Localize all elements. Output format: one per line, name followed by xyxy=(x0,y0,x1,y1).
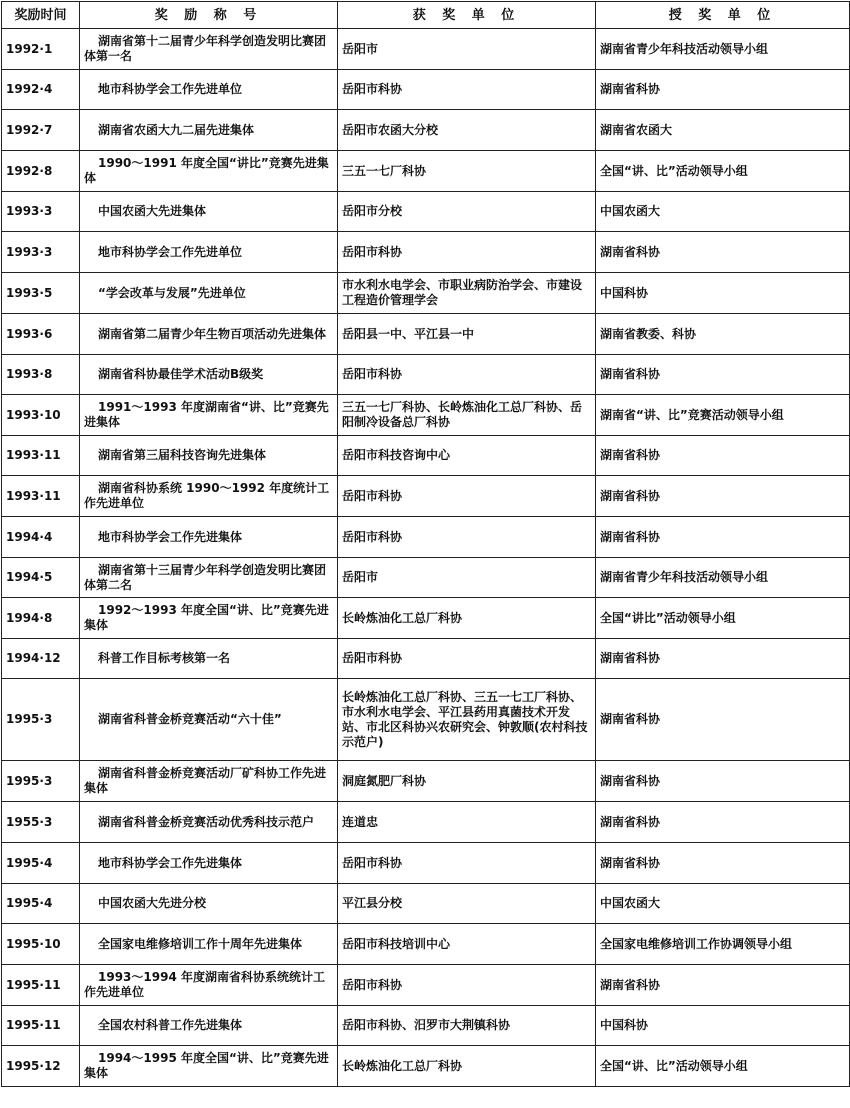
awards-table xyxy=(1,1,850,1087)
cell-time: 1993·10 xyxy=(2,395,80,436)
cell-winner: 三五一七厂科协 xyxy=(338,151,596,192)
cell-title: 地市科协学会工作先进单位 xyxy=(80,70,338,110)
cell-grantor: 湖南省科协 xyxy=(596,355,850,395)
cell-winner: 岳阳市 xyxy=(338,29,596,70)
cell-title: 湖南省第二届青少年生物百项活动先进集体 xyxy=(80,314,338,355)
cell-time: 1995·3 xyxy=(2,761,80,802)
cell-winner: 长岭炼油化工总厂科协、三五一七工厂科协、市水利水电学会、平江县药用真菌技术开发站、市北区科协兴农研究会、钟敦顺(农村科技示范户) xyxy=(338,679,596,761)
cell-title: 全国农村科普工作先进集体 xyxy=(80,1006,338,1046)
cell-grantor: 湖南省科协 xyxy=(596,70,850,110)
table-body xyxy=(2,29,850,1087)
header-row xyxy=(2,2,850,29)
cell-grantor: 湖南省科协 xyxy=(596,802,850,843)
cell-grantor: 湖南省科协 xyxy=(596,476,850,517)
cell-title: 湖南省科普金桥竞赛活动“六十佳” xyxy=(80,679,338,761)
header-title: 奖 励 称 号 xyxy=(80,2,338,29)
cell-title: 1990～1991 年度全国“讲比”竞赛先进集体 xyxy=(80,151,338,192)
cell-time: 1993·3 xyxy=(2,232,80,273)
cell-grantor: 中国科协 xyxy=(596,273,850,314)
cell-winner: 岳阳市科协 xyxy=(338,232,596,273)
cell-grantor: 湖南省科协 xyxy=(596,965,850,1006)
table-row xyxy=(2,639,850,679)
cell-time: 1995·4 xyxy=(2,843,80,884)
cell-winner: 岳阳市科协 xyxy=(338,476,596,517)
cell-time: 1992·1 xyxy=(2,29,80,70)
cell-title: 1991～1993 年度湖南省“讲、比”竞赛先进集体 xyxy=(80,395,338,436)
table-row xyxy=(2,70,850,110)
cell-time: 1993·8 xyxy=(2,355,80,395)
header-time: 奖励时间 xyxy=(2,2,80,29)
table-row xyxy=(2,273,850,314)
table-row xyxy=(2,965,850,1006)
table-row xyxy=(2,314,850,355)
cell-title: 湖南省科协系统 1990～1992 年度统计工作先进单位 xyxy=(80,476,338,517)
table-row xyxy=(2,843,850,884)
cell-winner: 岳阳市科协 xyxy=(338,639,596,679)
cell-time: 1994·5 xyxy=(2,558,80,598)
cell-time: 1994·12 xyxy=(2,639,80,679)
cell-title: 1992～1993 年度全国“讲、比”竞赛先进集体 xyxy=(80,598,338,639)
cell-grantor: 湖南省科协 xyxy=(596,232,850,273)
cell-winner: 岳阳市科协 xyxy=(338,355,596,395)
cell-title: 湖南省农函大九二届先进集体 xyxy=(80,110,338,151)
table-row xyxy=(2,151,850,192)
table-row xyxy=(2,558,850,598)
cell-winner: 连道忠 xyxy=(338,802,596,843)
table-row xyxy=(2,1046,850,1087)
cell-grantor: 湖南省“讲、比”竞赛活动领导小组 xyxy=(596,395,850,436)
table-row xyxy=(2,192,850,232)
cell-winner: 长岭炼油化工总厂科协 xyxy=(338,598,596,639)
cell-time: 1995·3 xyxy=(2,679,80,761)
table-row xyxy=(2,1006,850,1046)
table-row xyxy=(2,232,850,273)
cell-winner: 岳阳市 xyxy=(338,558,596,598)
cell-grantor: 全国“讲比”活动领导小组 xyxy=(596,598,850,639)
cell-grantor: 中国农函大 xyxy=(596,884,850,924)
cell-winner: 岳阳市科技培训中心 xyxy=(338,924,596,965)
table-row xyxy=(2,476,850,517)
cell-winner: 三五一七厂科协、长岭炼油化工总厂科协、岳阳制冷设备总厂科协 xyxy=(338,395,596,436)
header-winner: 获 奖 单 位 xyxy=(338,2,596,29)
cell-grantor: 湖南省教委、科协 xyxy=(596,314,850,355)
cell-title: 地市科协学会工作先进单位 xyxy=(80,232,338,273)
table-row xyxy=(2,395,850,436)
cell-title: 湖南省第三届科技咨询先进集体 xyxy=(80,436,338,476)
cell-winner: 岳阳市科协 xyxy=(338,517,596,558)
cell-grantor: 全国家电维修培训工作协调领导小组 xyxy=(596,924,850,965)
cell-winner: 岳阳市科协、汨罗市大荆镇科协 xyxy=(338,1006,596,1046)
cell-grantor: 全国“讲、比”活动领导小组 xyxy=(596,151,850,192)
table-row xyxy=(2,436,850,476)
cell-grantor: 湖南省科协 xyxy=(596,517,850,558)
cell-title: 中国农函大先进分校 xyxy=(80,884,338,924)
table-row xyxy=(2,884,850,924)
cell-winner: 岳阳市科技咨询中心 xyxy=(338,436,596,476)
cell-winner: 平江县分校 xyxy=(338,884,596,924)
cell-time: 1995·4 xyxy=(2,884,80,924)
cell-title: 湖南省科普金桥竞赛活动优秀科技示范户 xyxy=(80,802,338,843)
cell-title: 1994～1995 年度全国“讲、比”竞赛先进集体 xyxy=(80,1046,338,1087)
cell-time: 1995·11 xyxy=(2,1006,80,1046)
cell-grantor: 湖南省科协 xyxy=(596,436,850,476)
cell-time: 1993·11 xyxy=(2,476,80,517)
cell-title: 地市科协学会工作先进集体 xyxy=(80,517,338,558)
cell-winner: 岳阳市科协 xyxy=(338,843,596,884)
table-row xyxy=(2,924,850,965)
cell-grantor: 湖南省科协 xyxy=(596,679,850,761)
cell-grantor: 湖南省科协 xyxy=(596,843,850,884)
cell-winner: 岳阳市农函大分校 xyxy=(338,110,596,151)
table-row xyxy=(2,29,850,70)
cell-time: 1995·12 xyxy=(2,1046,80,1087)
cell-title: 湖南省科普金桥竞赛活动厂矿科协工作先进集体 xyxy=(80,761,338,802)
table-row xyxy=(2,802,850,843)
cell-winner: 市水利水电学会、市职业病防治学会、市建设工程造价管理学会 xyxy=(338,273,596,314)
cell-title: 全国家电维修培训工作十周年先进集体 xyxy=(80,924,338,965)
cell-title: 湖南省第十三届青少年科学创造发明比赛团体第二名 xyxy=(80,558,338,598)
cell-title: 地市科协学会工作先进集体 xyxy=(80,843,338,884)
cell-winner: 岳阳市科协 xyxy=(338,965,596,1006)
cell-time: 1993·6 xyxy=(2,314,80,355)
cell-time: 1994·8 xyxy=(2,598,80,639)
cell-grantor: 湖南省农函大 xyxy=(596,110,850,151)
table-row xyxy=(2,679,850,761)
table-row xyxy=(2,110,850,151)
cell-time: 1992·8 xyxy=(2,151,80,192)
cell-winner: 岳阳市分校 xyxy=(338,192,596,232)
cell-grantor: 湖南省科协 xyxy=(596,761,850,802)
cell-grantor: 湖南省科协 xyxy=(596,639,850,679)
table-row xyxy=(2,517,850,558)
cell-time: 1992·7 xyxy=(2,110,80,151)
cell-grantor: 中国农函大 xyxy=(596,192,850,232)
cell-grantor: 湖南省青少年科技活动领导小组 xyxy=(596,558,850,598)
cell-title: 科普工作目标考核第一名 xyxy=(80,639,338,679)
cell-time: 1993·3 xyxy=(2,192,80,232)
cell-time: 1995·10 xyxy=(2,924,80,965)
cell-grantor: 湖南省青少年科技活动领导小组 xyxy=(596,29,850,70)
cell-title: 中国农函大先进集体 xyxy=(80,192,338,232)
cell-title: 1993～1994 年度湖南省科协系统统计工作先进单位 xyxy=(80,965,338,1006)
cell-winner: 岳阳市科协 xyxy=(338,70,596,110)
cell-winner: 洞庭氮肥厂科协 xyxy=(338,761,596,802)
cell-time: 1994·4 xyxy=(2,517,80,558)
cell-time: 1993·11 xyxy=(2,436,80,476)
table-row xyxy=(2,355,850,395)
cell-winner: 长岭炼油化工总厂科协 xyxy=(338,1046,596,1087)
cell-time: 1992·4 xyxy=(2,70,80,110)
cell-time: 1995·11 xyxy=(2,965,80,1006)
cell-grantor: 全国“讲、比”活动领导小组 xyxy=(596,1046,850,1087)
cell-title: 湖南省科协最佳学术活动B级奖 xyxy=(80,355,338,395)
cell-title: “学会改革与发展”先进单位 xyxy=(80,273,338,314)
cell-title: 湖南省第十二届青少年科学创造发明比赛团体第一名 xyxy=(80,29,338,70)
header-grantor: 授 奖 单 位 xyxy=(596,2,850,29)
cell-time: 1955·3 xyxy=(2,802,80,843)
cell-grantor: 中国科协 xyxy=(596,1006,850,1046)
cell-time: 1993·5 xyxy=(2,273,80,314)
table-row xyxy=(2,598,850,639)
table-row xyxy=(2,761,850,802)
cell-winner: 岳阳县一中、平江县一中 xyxy=(338,314,596,355)
